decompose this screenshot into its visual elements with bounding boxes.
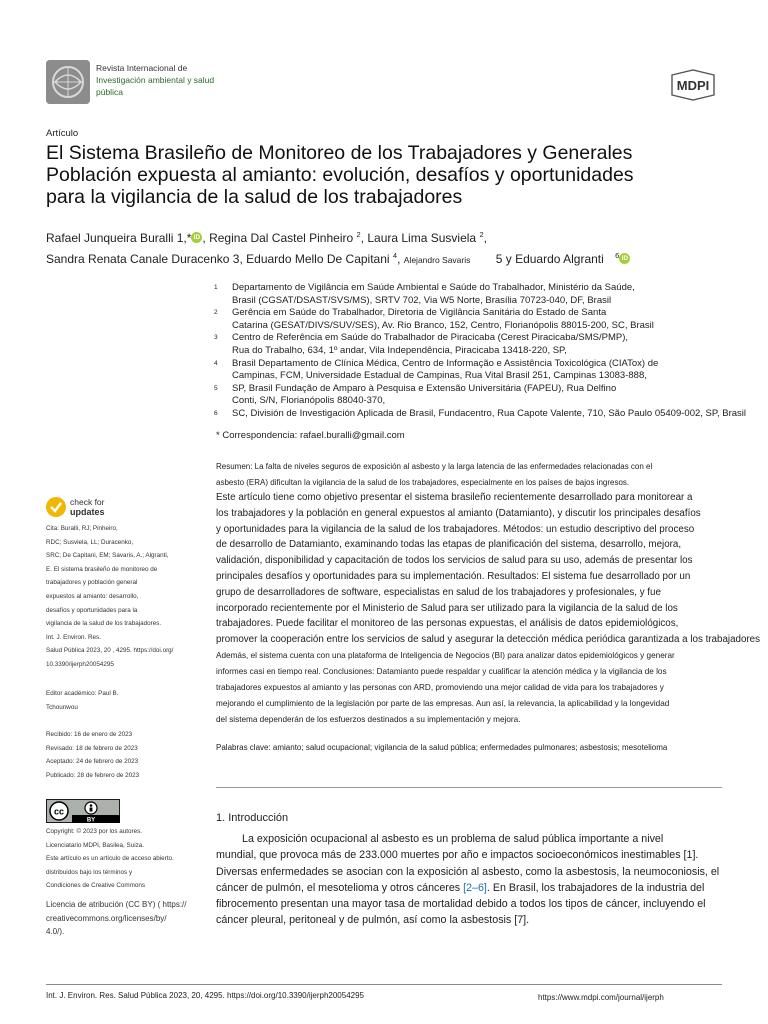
correspondence: * Correspondencia: rafael.buralli@gmail.com: [216, 430, 405, 441]
citation-line: RDC; Susviela, LL; Duracenko,: [46, 538, 134, 546]
citation-line: Cita: Buralli, RJ; Pinheiro,: [46, 525, 118, 532]
journal-logo: [46, 60, 90, 104]
check-updates-icon: [46, 497, 66, 517]
license-line: Licencia de atribución (CC BY) ( https://: [46, 900, 187, 909]
author-name: , Regina Dal Castel Pinheiro: [202, 231, 354, 245]
copyright-block: [46, 825, 196, 893]
footer-divider: [46, 984, 722, 985]
affiliation-line: Catarina (GESAT/DIVS/SUV/SES), Av. Rio Branco, 152, Centro, Florianópolis 88015-200, SC, Brasil: [232, 319, 654, 331]
svg-text:MDPI: MDPI: [676, 78, 710, 93]
abstract-line: mejorando el cumplimiento de la legislación por parte de las empresas. Aun así, la relevancia, la aplicabilidad y la longevidad: [216, 698, 670, 708]
abstract-line: trabajadores expuestos al amianto y las personas con ARD, promoviendo una mejor calidad de vida para los trabajadores y: [216, 682, 664, 692]
svg-text:BY: BY: [86, 817, 96, 823]
check-for-updates-button[interactable]: [46, 497, 126, 519]
affiliation-number: 4: [214, 359, 218, 367]
check-updates-line1: check for: [70, 497, 105, 507]
affiliation-line: SC, División de Investigación Aplicada de Brasil, Fundacentro, Rua Capote Valente, 710, São Paulo 05409-002, SP, Brasil: [232, 407, 747, 419]
copyright-line: distribuidos bajo los términos y: [46, 868, 133, 876]
section-heading: 1. Introducción: [216, 812, 289, 824]
abstract-line: Además, el sistema cuenta con una plataforma de Inteligencia de Negocios (BI) para analizar datos epidemiológicos y generar: [216, 650, 675, 660]
affiliation-line: Campinas, FCM, Universidade Estadual de Campinas, Rua Vital Brasil 251, Campinas 13083-888,: [232, 370, 647, 382]
affiliation-number: 2: [214, 309, 218, 317]
journal-subtitle-1: Investigación ambiental y salud: [96, 75, 215, 85]
author-separator: ,: [483, 231, 487, 245]
dates-block: [46, 728, 196, 782]
affiliation-line: Centro de Referência em Saúde do Trabalhador de Piracicaba (Cerest Piracicaba/SMS/PMP),: [232, 332, 629, 344]
copyright-line: Copyright: © 2023 por los autores.: [46, 828, 142, 835]
check-updates-line2: updates: [70, 506, 105, 517]
affiliations: [214, 282, 768, 421]
copyright-line: Condiciones de Creative Commons: [46, 882, 146, 890]
article-title: [46, 142, 736, 208]
abstract-line: grupo de desarrolladores de software, especialistas en salud de los trabajadores y profesionales, y fue: [216, 586, 661, 598]
date-line: Recibido: 16 de enero de 2023: [46, 731, 133, 738]
article-type: Artículo: [46, 128, 79, 139]
date-line: Revisado: 18 de febrero de 2023: [46, 744, 138, 752]
citation-line: E. El sistema brasileño de monitoreo de: [46, 565, 158, 573]
citation-block: [46, 522, 196, 672]
date-line: Aceptado: 24 de febrero de 2023: [46, 758, 139, 766]
abstract-line: Resumen: La falta de niveles seguros de exposición al asbesto y la larga latencia de las enfermedades relacionadas con el: [216, 462, 653, 471]
abstract-line: validación, disponibilidad y capacitación de todos los servicios de salud para su uso, además de presentar los: [216, 555, 693, 567]
abstract-line: incorporado recientemente por el Ministerio de Salud para ser utilizado para la vigilancia de la salud de los: [216, 602, 678, 614]
author-name: Rafael Junqueira Buralli 1,*: [46, 231, 192, 245]
title-line: Población expuesta al amianto: evolución, desafíos y oportunidades: [46, 164, 634, 186]
author-name: 5 y Eduardo Algranti: [495, 252, 604, 266]
affiliation-line: Rua do Trabalho, 634, 1º andar, Vila Independência, Piracicaba 13418-220, SP,: [232, 344, 567, 356]
author-superscript: 2: [356, 230, 361, 239]
copyright-line: Licenciatario MDPI, Basilea, Suiza.: [46, 841, 144, 849]
mdpi-logo: [666, 69, 720, 101]
footer-citation: Int. J. Environ. Res. Salud Pública 2023, 20, 4295. https://doi.org/10.3390/ijerph20054295: [46, 991, 364, 1000]
abstract-line: Este artículo tiene como objetivo presentar el sistema brasileño recientemente desarrollado para monitorear a: [216, 492, 693, 503]
title-line: para la vigilancia de la salud de los trabajadores: [46, 186, 463, 208]
citation-line: SRC; De Capitani, EM; Savaris, A.; Algranti,: [46, 552, 169, 560]
abstract-line: de desarrollo de Datamianto, examinando todas las etapas de planificación del sistema, desarrollo, mejora,: [216, 539, 682, 551]
journal-name: Revista Internacional de: [96, 63, 188, 73]
paragraph-line: mundial, que provoca más de 233.000 muertes por año e impactos socioeconómicos inestimables [1].: [216, 849, 699, 862]
abstract-line: y oportunidades para la vigilancia de la salud de los trabajadores. Métodos: un estudio descriptivo del proceso: [216, 523, 695, 535]
paragraph-line: [216, 880, 736, 896]
author-superscript: 2: [479, 230, 484, 239]
affiliation-line: SP, Brasil Fundação de Amparo à Pesquisa e Extensão Universitária (FAPEU), Rua Delfino: [232, 382, 617, 394]
journal-title: [96, 62, 214, 98]
affiliation-number: 5: [214, 384, 218, 392]
abstract-line: trabajadores. Puede facilitar el monitoreo de las personas expuestas, el análisis de datos epidemiológicos,: [216, 618, 679, 630]
affiliation-number: 6: [214, 409, 218, 417]
editor-block: [46, 687, 196, 714]
abstract-line: promover la cooperación entre los servicios de salud y asegurar la detección médica periódica garantizada a los trabajadores: [216, 634, 761, 646]
author-list: [46, 226, 746, 269]
affiliation-line: Departamento de Vigilância em Saúde Ambiental e Saúde do Trabalhador, Ministério da Saúde,: [232, 282, 635, 293]
svg-text:cc: cc: [53, 806, 65, 817]
abstract-line: los trabajadores y la población en general expuestos al amianto (Datamianto), y discutir los principales desafíos: [216, 507, 701, 519]
affiliation-line: Brasil Departamento de Clínica Médica, Centro de Informação e Assistência Toxicológica (CIATox) de: [232, 357, 659, 369]
abstract: [216, 459, 768, 728]
text-span: . En Brasil, los trabajadores de la industria del: [486, 881, 705, 894]
citation-line: vigilancia de la salud de los trabajadores.: [46, 620, 162, 628]
copyright-line: Este artículo es un artículo de acceso abierto.: [46, 855, 174, 863]
affiliation-line: Gerência em Saúde do Trabalhador, Diretoria de Vigilância Sanitária do Estado de Santa: [232, 307, 607, 319]
introduction-body: [216, 831, 736, 929]
keywords: Palabras clave: amianto; salud ocupacional; vigilancia de la salud pública; enfermedades pulmonares; asbestosis; mesotelioma: [216, 743, 668, 752]
citation-line: trabajadores y población general: [46, 579, 138, 587]
author-name: , Laura Lima Susviela: [360, 231, 477, 245]
paragraph-line: fibrocemento presentan una mayor tasa de mortalidad debido a todos los tipos de cáncer, incluyendo el: [216, 898, 706, 911]
author-superscript: 4: [392, 251, 398, 260]
abstract-line: asbesto (ERA) dificultan la vigilancia de la salud de los trabajadores, especialmente en los países de bajos ingresos.: [216, 477, 630, 487]
author-name: Alejandro Savaris: [403, 255, 471, 265]
abstract-line: principales desafíos y oportunidades para su implementación. Resultados: El sistema fue desarrollado por un: [216, 570, 691, 582]
affiliation-line: Brasil (CGSAT/DSAST/SVS/MS), SRTV 702, Via W5 Norte, Brasília 70723-040, DF, Brasil: [232, 294, 612, 306]
affiliation-number: 1: [214, 284, 218, 291]
abstract-line: informes casi en tiempo real. Conclusiones: Datamianto puede respaldar y cualificar la atención médica y la vigilancia de los: [216, 666, 667, 676]
orcid-icon[interactable]: iD: [619, 253, 630, 264]
section-divider: [216, 787, 722, 788]
date-line: Publicado: 28 de febrero de 2023: [46, 771, 140, 779]
author-separator: ,: [397, 252, 401, 266]
editor-line: Tchounwou: [46, 703, 78, 711]
paragraph-line: cáncer pleural, peritoneal y de pulmón, así como la asbestosis [7].: [216, 914, 530, 927]
paragraph-line: Diversas enfermedades se asocian con la exposición al asbesto, como la asbestosis, la neumoconiosis, el: [216, 865, 720, 878]
journal-subtitle-2: pública: [96, 87, 123, 97]
affiliation-number: 3: [214, 334, 218, 342]
title-line: El Sistema Brasileño de Monitoreo de los Trabajadores y Generales: [46, 142, 633, 164]
orcid-icon[interactable]: iD: [191, 232, 202, 243]
license-line: 4.0/).: [46, 927, 65, 936]
author-name: Sandra Renata Canale Duracenko 3: [46, 252, 240, 266]
citation-line: Salud Pública 2023, 20 , 4295. https://doi.org/: [46, 647, 174, 655]
editor-line: Editor académico: Paul B.: [46, 690, 119, 697]
abstract-line: del sistema dependerán de los esfuerzos destinados a su implementación y mejora.: [216, 714, 521, 724]
affiliation-line: Conti, S/N, Florianópolis 88040-370,: [232, 395, 386, 407]
citation-line: Int. J. Environ. Res.: [46, 633, 101, 641]
author-name: , Eduardo Mello De Capitani: [239, 252, 390, 266]
journal-url-link[interactable]: https://www.mdpi.com/journal/ijerph: [538, 993, 664, 1002]
license-line: creativecommons.org/licenses/by/: [46, 913, 167, 923]
license-block: [46, 898, 196, 939]
text-span: cáncer de pulmón, el mesotelioma y otros cánceres: [216, 881, 464, 894]
cc-by-license-badge[interactable]: [46, 799, 120, 823]
citation-line: 10.3390/ijerph20054295: [46, 660, 114, 668]
citation-line: expuestos al amianto: desarrollo,: [46, 592, 139, 600]
paragraph-line: La exposición ocupacional al asbesto es un problema de salud pública importante a nivel: [242, 833, 664, 845]
author-superscript: 6: [615, 251, 620, 260]
citation-link[interactable]: [2–6]: [463, 881, 487, 894]
citation-line: desafíos y oportunidades para la: [46, 606, 138, 614]
